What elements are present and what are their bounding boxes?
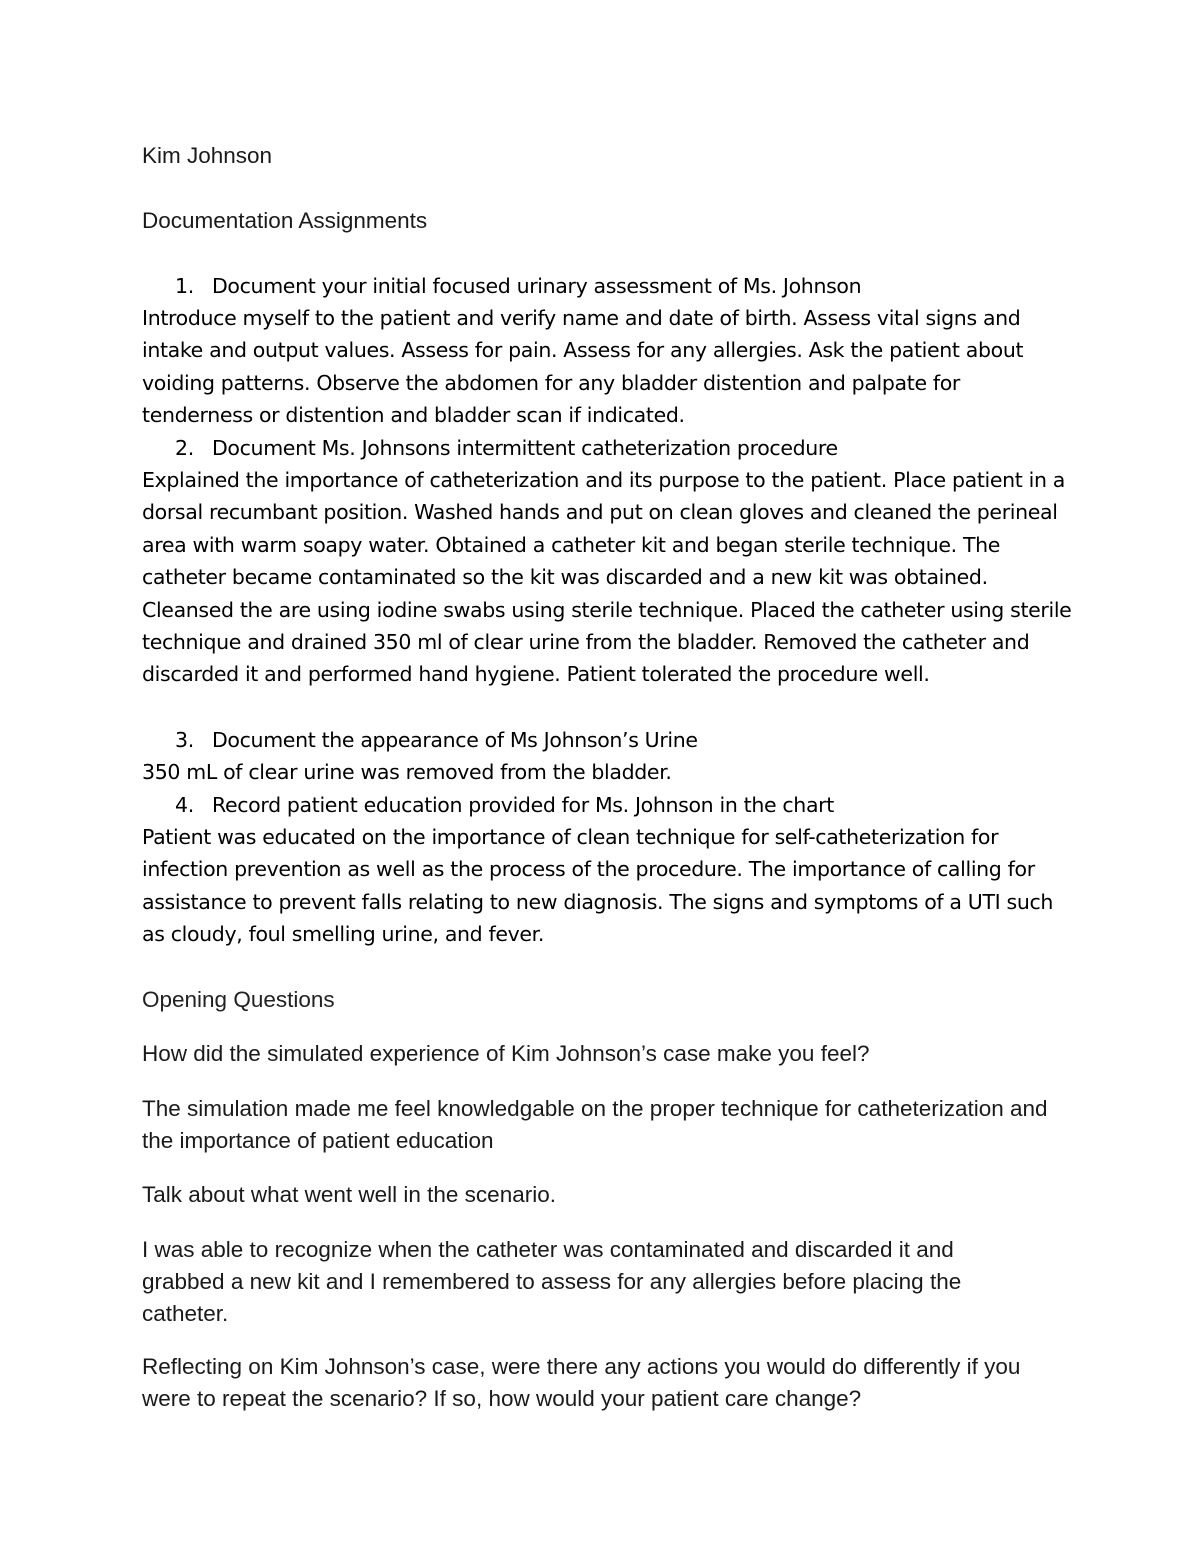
list-item-number: 3. [175,728,194,752]
author-name: Kim Johnson [142,143,273,168]
list-item-prompt: Document your initial focused urinary assessment of Ms. Johnson [212,274,862,298]
section-heading: Opening Questions [142,987,335,1012]
list-item-number: 2. [175,436,194,460]
list-item-response: Patient was educated on the importance of clean technique for self-catheterization for infection prevention as well as the process of the procedure. The importance of calling for assistance to prevent falls relating to new diagnosis. The signs and symptoms of a UTI such as cloudy, foul smelling urine, and fever. [142,825,1054,947]
question-2: Talk about what went well in the scenario. [142,1182,556,1207]
list-item-response: Explained the importance of catheterization and its purpose to the patient. Place patient in a dorsal recumbant position. Washed hands and put on clean gloves and cleaned the perineal area with warm soapy water. Obtained a catheter kit and began sterile technique. The catheter became contaminated so the kit was discarded and a new kit was obtained. Cleansed the are using iodine swabs using sterile technique. Placed the catheter using sterile technique and drained 350 ml of clear urine from the bladder. Removed the catheter and discarded it and performed hand hygiene. Patient tolerated the procedure well. [142,468,1072,687]
list-item-prompt: Document the appearance of Ms Johnson’s Urine [212,728,698,752]
list-item-prompt: Record patient education provided for Ms. Johnson in the chart [212,793,834,817]
question-1: How did the simulated experience of Kim Johnson’s case make you feel? [142,1041,870,1066]
list-item-prompt: Document Ms. Johnsons intermittent catheterization procedure [212,436,838,460]
answer-1: The simulation made me feel knowledgable on the proper technique for catheterization and the importance of patient education [142,1096,1048,1153]
list-item-response: 350 mL of clear urine was removed from the bladder. [142,760,672,784]
list-item-number: 4. [175,793,194,817]
answer-2: I was able to recognize when the catheter was contaminated and discarded it and grabbed a new kit and I remembered to assess for any allergies before placing the catheter. [142,1237,962,1326]
question-3: Reflecting on Kim Johnson’s case, were there any actions you would do differently if you were to repeat the scenario? If so, how would your patient care change? [142,1354,1021,1411]
list-item-response: Introduce myself to the patient and verify name and date of birth. Assess vital signs and intake and output values. Assess for pain. Assess for any allergies. Ask the patient about voiding patterns. Observe the abdomen for any bladder distention and palpate for tenderness or distention and bladder scan if indicated. [142,306,1024,428]
list-item-number: 1. [175,274,194,298]
document-title: Documentation Assignments [142,208,428,233]
